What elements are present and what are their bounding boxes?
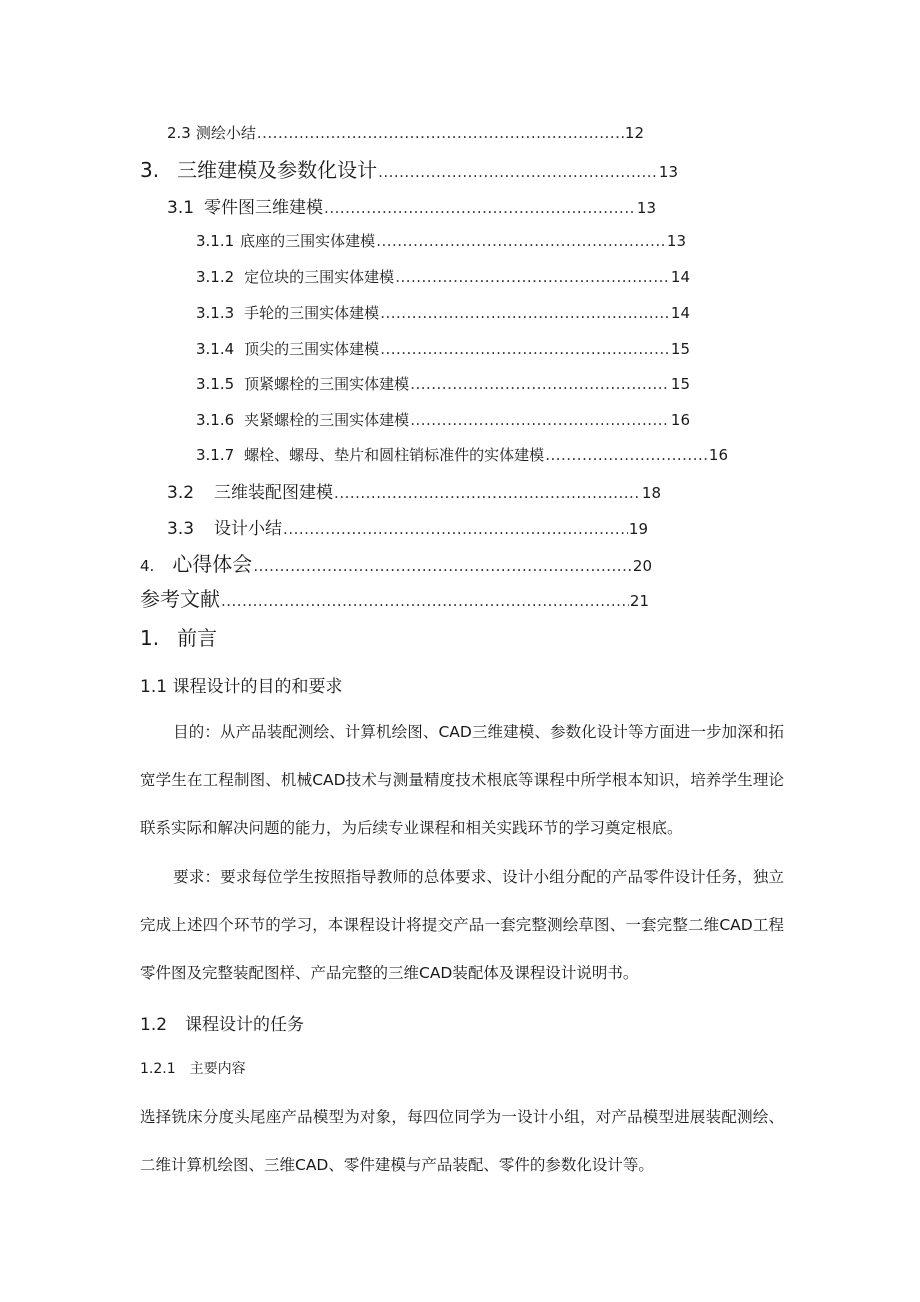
toc-title: 定位块的三围实体建模 (244, 268, 395, 286)
toc-leader (283, 520, 628, 538)
toc-page: 21 (629, 592, 649, 610)
toc-page: 15 (670, 340, 690, 358)
toc-entry[interactable] (196, 338, 690, 359)
toc-entry[interactable] (196, 444, 728, 465)
toc-entry[interactable] (196, 230, 686, 251)
toc-number: 3.1.6 (196, 411, 235, 429)
toc-leader (221, 592, 629, 610)
toc-number: 3.1.7 (196, 446, 235, 464)
toc-leader (380, 304, 670, 322)
toc-title: 顶尖的三围实体建模 (244, 340, 380, 358)
toc-page: 15 (670, 375, 690, 393)
toc-page: 12 (624, 124, 644, 142)
toc-entry[interactable] (167, 122, 644, 143)
toc-page: 19 (628, 520, 648, 538)
toc-entry[interactable] (196, 302, 690, 323)
toc-number: 3.1.4 (196, 340, 235, 358)
toc-page: 14 (670, 268, 690, 286)
toc-number: 3.1.3 (196, 304, 235, 322)
toc-title: 零件图三维建模 (204, 198, 324, 218)
toc-leader (253, 557, 632, 575)
toc-number: 3.1.2 (196, 268, 235, 286)
toc-title: 测绘小结 (195, 124, 256, 142)
toc-title: 底座的三围实体建模 (240, 232, 376, 250)
toc-number: 3.1.1 (196, 232, 235, 250)
toc-title: 三维装配图建模 (214, 483, 334, 503)
toc-entry[interactable] (167, 478, 661, 503)
subsection-heading: 1.1 课程设计的目的和要求 (140, 677, 343, 697)
toc-entry[interactable] (140, 583, 649, 612)
toc-page: 16 (670, 411, 690, 429)
toc-page: 16 (708, 446, 728, 464)
toc-title: 手轮的三围实体建模 (244, 304, 380, 322)
toc-leader (257, 124, 624, 142)
paragraph-text: 目的：从产品装配测绘、计算机绘图、CAD三维建模、参数化设计等方面进一步加深和拓宽学生在工程制图、机械CAD技术与测量精度技术根底等课程中所学根本知识，培养学生理论联系实际和解决问题的能力，为后续专业课程和相关实践环节的学习奠定根底。 (140, 723, 784, 837)
section-title: 前言 (177, 626, 218, 650)
subsubsection-heading (140, 1058, 246, 1078)
toc-number: 2.3 (167, 124, 191, 142)
toc-leader (410, 411, 670, 429)
toc-entry[interactable] (140, 548, 652, 577)
toc-entry[interactable] (167, 514, 648, 539)
section-number: 1. (140, 626, 160, 650)
toc-title: 顶紧螺栓的三围实体建模 (244, 375, 410, 393)
toc-title: 夹紧螺栓的三围实体建模 (244, 411, 410, 429)
toc-leader (376, 232, 666, 250)
paragraph: 选择铣床分度头尾座产品模型为对象，每四位同学为一设计小组，对产品模型进展装配测绘、二维计算机绘图、三维CAD、零件建模与产品装配、零件的参数化设计等。 (140, 1108, 784, 1174)
toc-page: 13 (658, 163, 678, 181)
toc-leader (324, 199, 636, 217)
toc-leader (410, 375, 670, 393)
toc-page: 20 (632, 557, 652, 575)
subsection-heading (140, 1010, 304, 1035)
toc-entry[interactable] (196, 266, 690, 287)
toc-title: 三维建模及参数化设计 (177, 158, 378, 182)
toc-entry[interactable] (140, 154, 678, 183)
section-heading (140, 622, 217, 651)
toc-page: 18 (641, 484, 661, 502)
toc-page: 13 (636, 199, 656, 217)
toc-leader (380, 340, 670, 358)
toc-entry[interactable] (196, 409, 690, 430)
toc-number: 4. (140, 557, 155, 575)
toc-title: 心得体会 (172, 552, 253, 576)
toc-leader (395, 268, 670, 286)
toc-title: 设计小结 (214, 519, 283, 539)
toc-leader (378, 163, 658, 181)
toc-entry[interactable] (196, 373, 690, 394)
paragraph-text: 要求：要求每位学生按照指导教师的总体要求、设计小组分配的产品零件设计任务，独立完成上述四个环节的学习，本课程设计将提交产品一套完整测绘草图、一套完整二维CAD工程零件图及完整装配图样、产品完整的三维CAD装配体及课程设计说明书。 (140, 868, 784, 982)
section-title: 课程设计的任务 (185, 1015, 305, 1035)
section-number: 1.2 (140, 1015, 168, 1035)
paragraph (140, 853, 784, 997)
toc-title: 螺栓、螺母、垫片和圆柱销标准件的实体建模 (244, 446, 545, 464)
toc-page: 13 (666, 232, 686, 250)
section-number: 1.2.1 (140, 1061, 176, 1077)
toc-entry[interactable] (167, 193, 656, 218)
toc-title: 参考文献 (140, 587, 220, 611)
toc-page: 14 (670, 304, 690, 322)
toc-number: 3.1 (167, 198, 195, 218)
paragraph (140, 708, 784, 852)
toc-leader (545, 446, 708, 464)
toc-number: 3.2 (167, 483, 195, 503)
toc-number: 3.1.5 (196, 375, 235, 393)
toc-number: 3. (140, 158, 160, 182)
section-title: 主要内容 (189, 1061, 246, 1077)
toc-number: 3.3 (167, 519, 195, 539)
toc-leader (334, 484, 641, 502)
